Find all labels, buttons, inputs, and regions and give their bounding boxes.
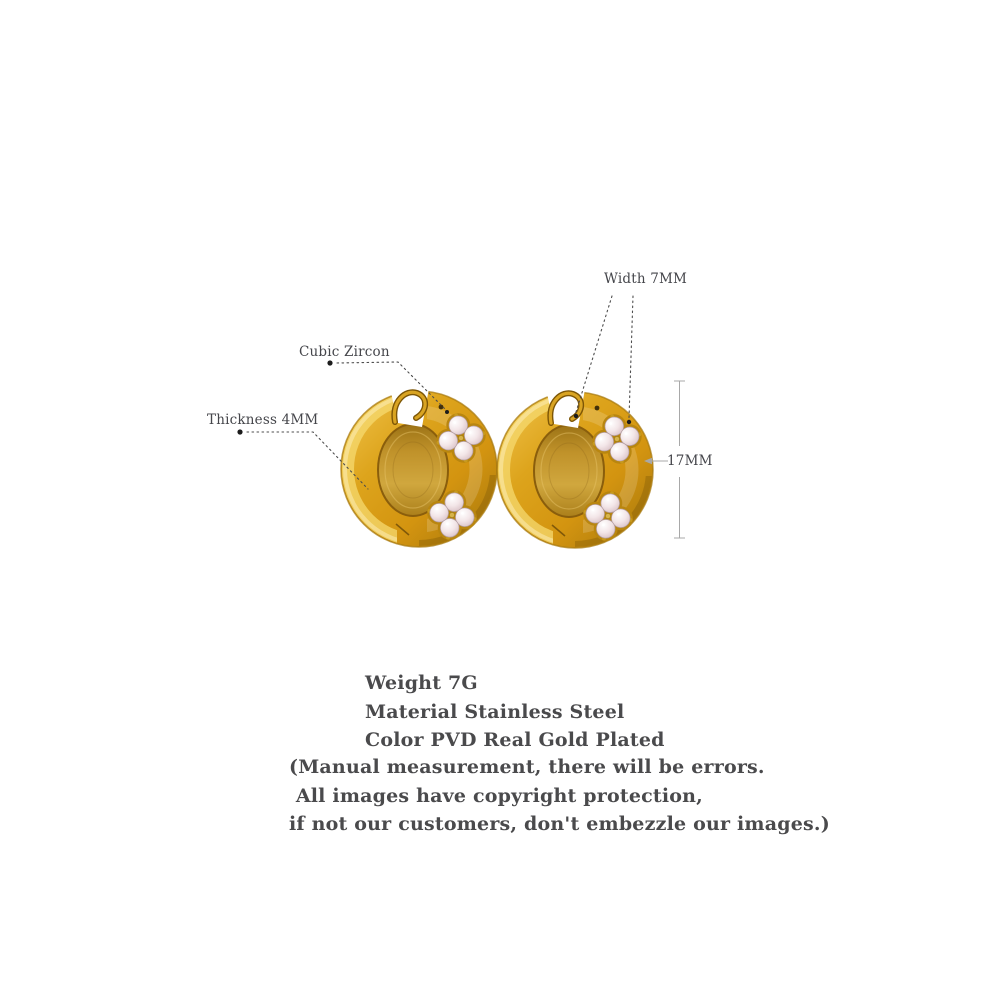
diameter-label: 17MM: [667, 453, 713, 469]
thickness-label: Thickness 4MM: [207, 412, 319, 428]
thickness-label-dot: [237, 429, 242, 434]
earring-left: [341, 384, 497, 547]
disclaimer-line-3: if not our customers, don't embezzle our images.): [289, 813, 830, 836]
spec-weight: Weight 7G: [365, 672, 478, 694]
product-specs: [365, 669, 665, 755]
spec-color: Color PVD Real Gold Plated: [365, 729, 665, 752]
width-callout-line-right: [629, 296, 633, 418]
disclaimer-text: [289, 753, 830, 839]
width-label: Width 7MM: [604, 271, 688, 287]
spec-material: Material Stainless Steel: [365, 700, 625, 723]
disclaimer-line-1: (Manual measurement, there will be errors.: [289, 756, 765, 778]
width-endpoint-dot-left: [574, 414, 578, 418]
width-endpoint-dot-right: [627, 420, 631, 424]
cubic-zircon-label-dot: [327, 360, 332, 365]
disclaimer-line-2: All images have copyright protection,: [289, 784, 703, 807]
cubic-zircon-label: Cubic Zircon: [299, 344, 390, 360]
earring-right: [497, 385, 653, 548]
cubic-zircon-endpoint-dot: [445, 410, 449, 414]
